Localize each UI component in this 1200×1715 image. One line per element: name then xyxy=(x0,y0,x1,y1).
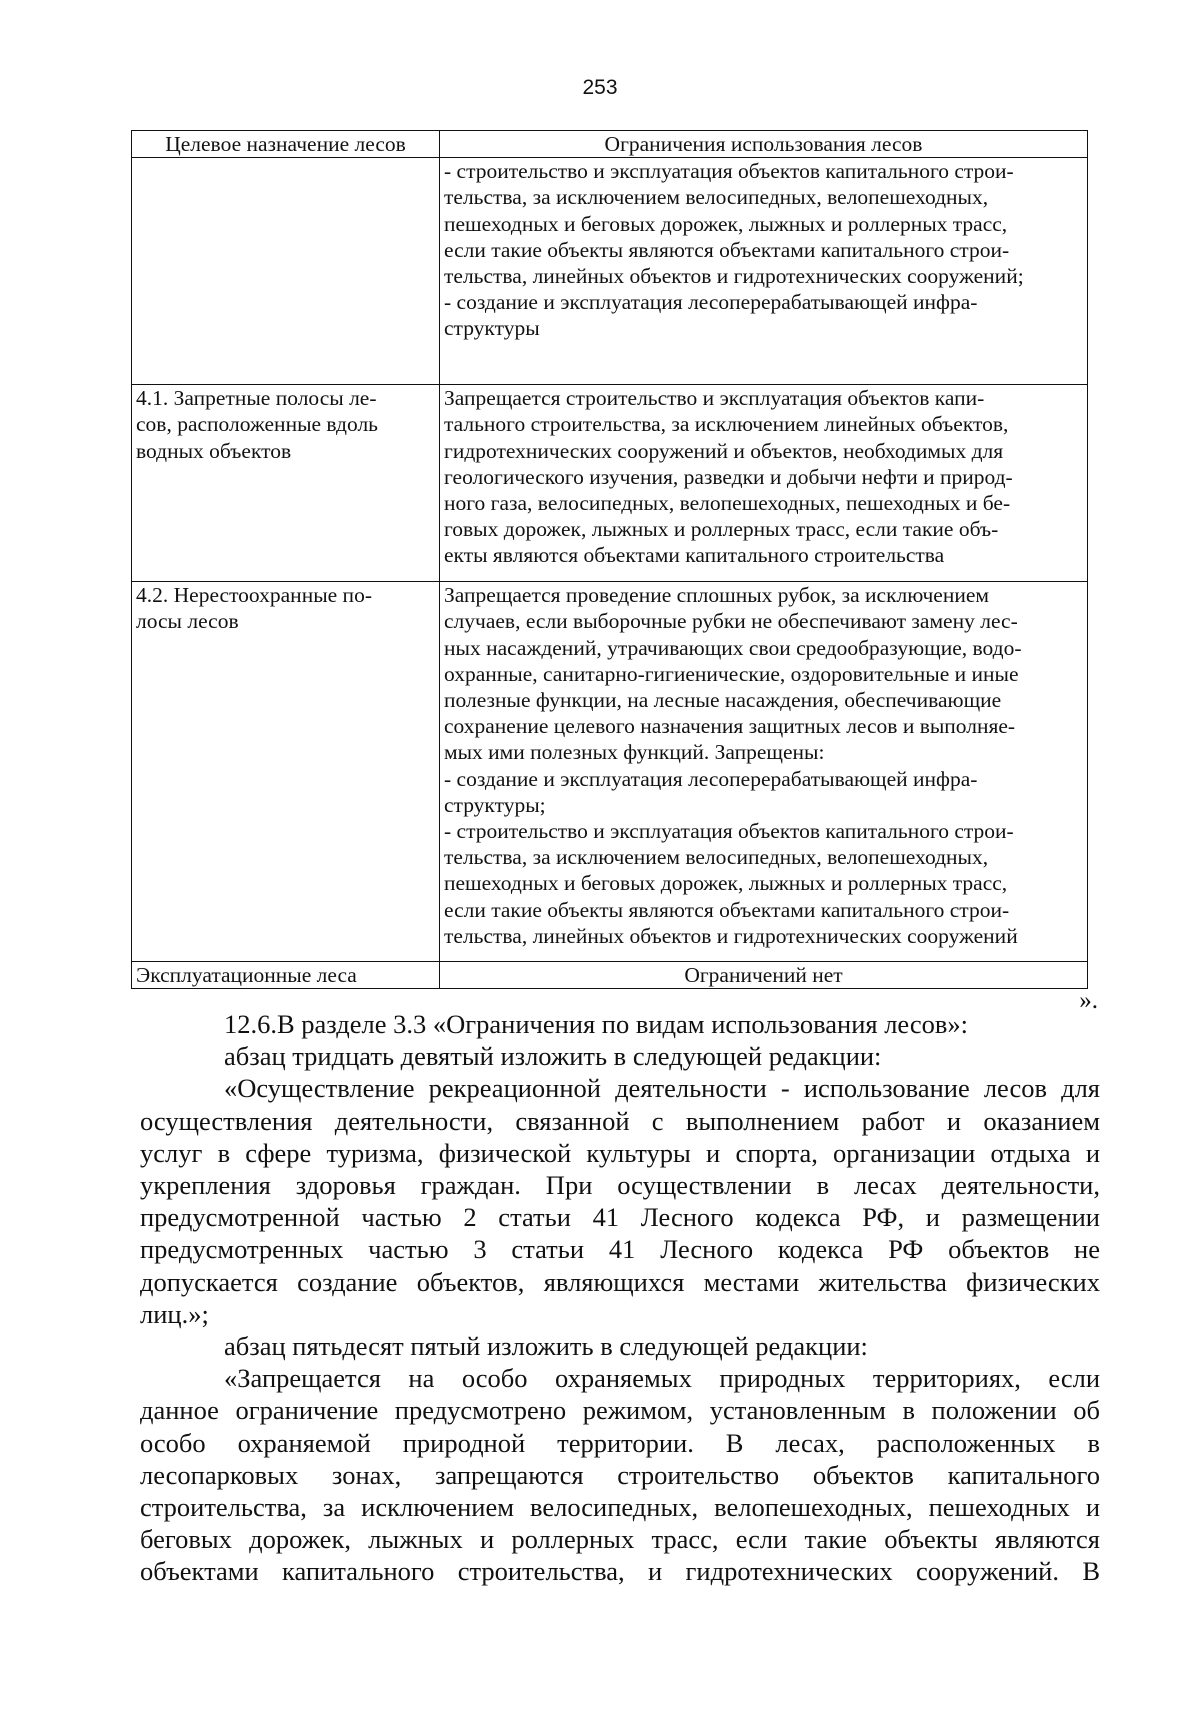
purpose-cell xyxy=(132,582,440,962)
paragraph-intro: абзац тридцать девятый изложить в следующей редакции: xyxy=(224,1041,882,1072)
section-heading: 12.6.В разделе 3.3 «Ограничения по видам использования лесов»: xyxy=(224,1009,968,1039)
purpose-cell xyxy=(132,158,440,385)
text-line: - строительство и эксплуатация объектов капитального строи- xyxy=(444,819,1014,844)
text-line: Эксплуатационные леса xyxy=(136,963,357,988)
text-line: говых дорожек, лыжных и роллерных трасс, если такие объ- xyxy=(444,517,999,542)
quote-line: строительства, за исключением велосипедных, велопешеходных, пешеходных и xyxy=(140,1492,1100,1523)
text-line: ного газа, велосипедных, велопешеходных, пешеходных и бе- xyxy=(444,491,1011,516)
table-row xyxy=(132,582,1088,962)
quote-line: особо охраняемой природной территории. В лесах, расположенных в xyxy=(140,1427,1100,1458)
restrictions-cell xyxy=(440,582,1088,962)
forest-restrictions-table xyxy=(131,130,1088,989)
table-row xyxy=(132,962,1088,989)
text-line: - создание и эксплуатация лесоперерабатывающей инфра- xyxy=(444,766,978,791)
text-line: сохранение целевого назначения защитных лесов и выполняе- xyxy=(444,714,1016,739)
text-line: пешеходных и беговых дорожек, лыжных и роллерных трасс, xyxy=(444,211,1008,236)
quote-line: «Запрещается на особо охраняемых природных территориях, если xyxy=(224,1363,1100,1394)
text-line: геологического изучения, разведки и добычи нефти и природ- xyxy=(444,464,1013,489)
text-line: тельства, за исключением велосипедных, велопешеходных, xyxy=(444,185,989,210)
text-line: сов, расположенные вдоль xyxy=(136,412,378,437)
text-line: если такие объекты являются объектами капитального строи- xyxy=(444,237,1010,262)
quote-line: лиц.»; xyxy=(140,1298,209,1329)
page-number: 253 xyxy=(582,76,618,99)
quote-line: укрепления здоровья граждан. При осуществлении в лесах деятельности, xyxy=(140,1170,1100,1201)
text-line: - строительство и эксплуатация объектов капитального строи- xyxy=(444,159,1014,184)
table-header-row xyxy=(132,131,1088,158)
body-text xyxy=(140,1008,1100,1588)
quote-line: допускается создание объектов, являющихся местами жительства физических xyxy=(140,1266,1100,1297)
text-line: структуры; xyxy=(444,792,546,817)
restrictions-cell xyxy=(440,385,1088,582)
text-line: водных объектов xyxy=(136,438,292,463)
text-line: полезные функции, на лесные насаждения, обеспечивающие xyxy=(444,688,1002,713)
closing-quote-mark: ». xyxy=(1079,987,1098,1014)
text-line: если такие объекты являются объектами капитального строи- xyxy=(444,897,1010,922)
text-line: Запрещается строительство и эксплуатация объектов капи- xyxy=(444,386,985,411)
quote-line: осуществления деятельности, связанной с выполнением работ и оказанием xyxy=(140,1105,1100,1136)
header-forest-purpose: Целевое назначение лесов xyxy=(132,131,440,158)
quote-line: данное ограничение предусмотрено режимом, установленным в положении об xyxy=(140,1395,1100,1426)
text-line: случаев, если выборочные рубки не обеспечивают замену лес- xyxy=(444,609,1018,634)
text-line: тельства, линейных объектов и гидротехнических сооружений xyxy=(444,923,1018,948)
header-usage-restrictions: Ограничения использования лесов xyxy=(440,131,1088,158)
quote-line: лесопарковых зонах, запрещаются строительство объектов капитального xyxy=(140,1459,1100,1490)
text-line: тельства, за исключением велосипедных, велопешеходных, xyxy=(444,845,989,870)
text-line: тального строительства, за исключением линейных объектов, xyxy=(444,412,1009,437)
quote-line: беговых дорожек, лыжных и роллерных трасс, если такие объекты являются xyxy=(140,1524,1100,1555)
table-row xyxy=(132,385,1088,582)
text-line: лосы лесов xyxy=(136,609,239,634)
table-row xyxy=(132,158,1088,385)
quote-line: предусмотренной частью 2 статьи 41 Лесного кодекса РФ, и размещении xyxy=(140,1202,1100,1233)
text-line: ных насаждений, утрачивающих свои средообразующие, водо- xyxy=(444,635,1022,660)
text-line: гидротехнических сооружений и объектов, необходимых для xyxy=(444,438,1004,463)
text-line: охранные, санитарно-гигиенические, оздоровительные и иные xyxy=(444,661,1019,686)
text-line: - создание и эксплуатация лесоперерабатывающей инфра- xyxy=(444,290,978,315)
text-line: екты являются объектами капитального строительства xyxy=(444,543,945,568)
purpose-cell xyxy=(132,385,440,582)
text-line: структуры xyxy=(444,316,540,341)
purpose-cell xyxy=(132,962,440,989)
quote-line: «Осуществление рекреационной деятельности - использование лесов для xyxy=(224,1073,1100,1104)
paragraph-intro: абзац пятьдесят пятый изложить в следующей редакции: xyxy=(224,1331,868,1362)
restrictions-cell xyxy=(440,158,1088,385)
text-line: мых ими полезных функций. Запрещены: xyxy=(444,740,825,765)
text-line: тельства, линейных объектов и гидротехнических сооружений; xyxy=(444,264,1024,289)
quote-line: услуг в сфере туризма, физической культуры и спорта, организации отдыха и xyxy=(140,1137,1100,1168)
text-line: Запрещается проведение сплошных рубок, за исключением xyxy=(444,583,990,608)
quote-line: предусмотренных частью 3 статьи 41 Лесного кодекса РФ объектов не xyxy=(140,1234,1100,1265)
restrictions-cell xyxy=(440,962,1088,989)
text-line: Ограничений нет xyxy=(684,963,843,988)
text-line: пешеходных и беговых дорожек, лыжных и роллерных трасс, xyxy=(444,871,1008,896)
quote-line: объектами капитального строительства, и гидротехнических сооружений. В xyxy=(140,1556,1100,1587)
text-line: 4.2. Нерестоохранные по- xyxy=(136,583,372,608)
text-line: 4.1. Запретные полосы ле- xyxy=(136,386,377,411)
